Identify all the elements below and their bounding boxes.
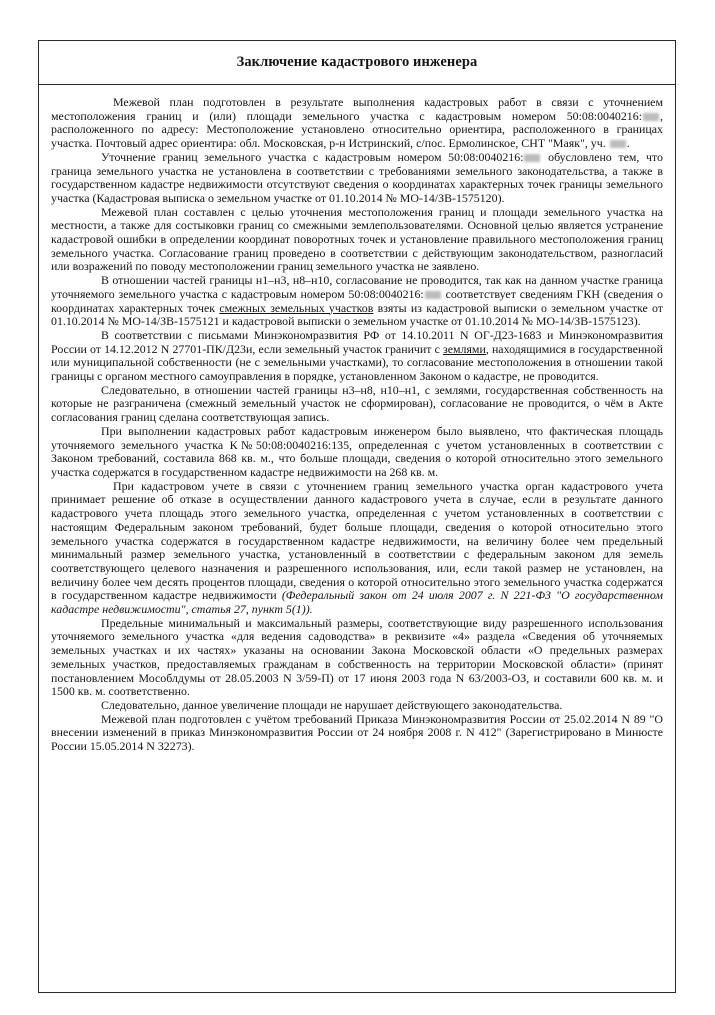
redacted-text [610,140,626,148]
paragraph-5: В соответствии с письмами Минэкономразвития РФ от 14.10.2011 N ОГ-Д23-1683 и Минэкономразвития России от 14.12.2012 N 27701-ПК/Д23и, если земельный участок граничит с землями, находящимися в государственной или муниципальной собственности (не с земельными участками), то согласование местоположения в отношении такой границы с органом местного самоуправления в порядке, установленном Законом о кадастре, не проводится. [51,327,663,384]
paragraph-3: Межевой план составлен с целью уточнения местоположения границ и площади земельного участка на местности, а также для состыковки границ со смежными землепользователями. Основной целью является устранение кадастровой ошибки в определении координат поворотных точек и установление правильного местоположения границ земельного участка. Согласование границ проведено в соответствии с действующим законодательством, разногласий или возражений по поводу местоположении границ земельного участка не заявлено. [51,204,663,274]
paragraph-11: Межевой план подготовлен с учётом требований Приказа Минэкономразвития России от 25.02.2014 N 89 "О внесении изменений в приказ Минэкономразвития России от 24 ноября 2008 г. N 412" (Зарегистрировано в Минюсте России 15.05.2014 N 32273). [51,711,663,754]
italic-citation: (Федеральный закон от 24 июля 2007 г. N 221-ФЗ "О государственном кадастре недвижимости", статья 27, пункт 5(1)). [51,588,663,617]
paragraph-1: Межевой план подготовлен в результате выполнения кадастровых работ в связи с уточнением местоположения границ и (или) площади земельного участка с кадастровым номером 50:08:0040216: , расположенного по адресу: Местоположение установлено относительно ориентира, расположенного в границах участка. Почтовый адрес ориентира: обл. Московская, р-н Истринский, с/пос. Ермолинское, СНТ "Маяк", уч. . [51,95,663,151]
title-box [39,41,675,85]
paragraph-8: При кадастровом учете в связи с уточнением границ земельного участка орган кадастрового учета принимает решение об отказе в осуществлении данного кадастрового учета в случае, если в результате данного кадастрового учета площадь этого земельного участка, определенная с учетом установленных в соответствии с настоящим Федеральным законом требований, будет больше площади, сведения о которой относительно этого земельного участка содержатся в государственном кадастре недвижимости, на величину более чем предельный минимальный размер земельного участка, установленный в соответствии с федеральным законом для земель соответствующего целевого назначения и разрешенного использования, или, если такой размер не установлен, на величину более чем десять процентов площади, сведения о которой относительно этого земельного участка содержатся в государственном кадастре недвижимости (Федеральный закон от 24 июля 2007 г. N 221-ФЗ "О государственном кадастре недвижимости", статья 27, пункт 5(1)). [51,478,663,617]
redacted-text [643,113,659,121]
underlined-text: смежных земельных участков [219,300,374,315]
redacted-text [425,291,441,299]
paragraph-6: Следовательно, в отношении частей границы н3–н8, н10–н1, с землями, государственная собственность на которые не разграничена (смежный земельный участок не сформирован), согласование не проводится, о чём в Акте согласования границ сделана соответствующая запись. [51,382,663,425]
paragraph-9: Предельные минимальный и максимальный размеры, соответствующие виду разрешенного использования уточняемого земельного участка «для ведения садоводства» в реквизите «4» раздела «Сведения об уточняемых земельных участках и их частях» указаны на основании Закона Московской области «О предельных размерах земельных участков, предоставляемых гражданам в собственность на территории Московской области» (принят постановлением Мособлдумы от 28.05.2003 N 3/59-П) от 17 июня 2003 года N 63/2003-ОЗ, и составили 600 кв. м. и 1500 кв. м. соответственно. [51,615,663,699]
paragraph-4: В отношении частей границы н1–н3, н8–н10, согласование не проводится, так как на данном участке граница уточняемого земельного участка с кадастровым номером 50:08:0040216: соответствует сведениям ГКН (сведения о координатах характерных точек смежных земельных участков взяты из кадастровой выписки о земельном участке от 01.10.2014 № МО-14/ЗВ-1575121 и кадастровой выписки о земельном участке от 01.10.2014 № МО-14/ЗВ-1575123). [51,273,664,329]
redacted-text [524,154,540,162]
paragraph-10: Следовательно, данное увеличение площади не нарушает действующего законодательства. [101,697,563,712]
document-title: Заключение кадастрового инженера [236,54,478,70]
document-body [51,96,663,754]
conclusion-frame [38,40,676,993]
underlined-text: землями [443,341,486,356]
paragraph-7: При выполнении кадастровых работ кадастровым инженером было выявлено, что фактическая площадь уточняемого земельного участка К№50:08:0040216:135, определенная с учетом установленных в соответствии с Законом требований, составила 868 кв. м., что больше площади, сведения о которой относительно этого земельного участка содержатся в государственном кадастре недвижимости на 268 кв. м. [51,423,663,479]
paragraph-2: Уточнение границ земельного участка с кадастровым номером 50:08:0040216: обусловлено тем, что граница земельного участка не установлена в соответствии с требованиями земельного законодательства, а также в государственном кадастре недвижимости отсутствуют сведения о координатах характерных точек границы земельного участка (Кадастровая выписка о земельном участке от 01.10.2014 № МО-14/ЗВ-1575120). [51,149,663,205]
